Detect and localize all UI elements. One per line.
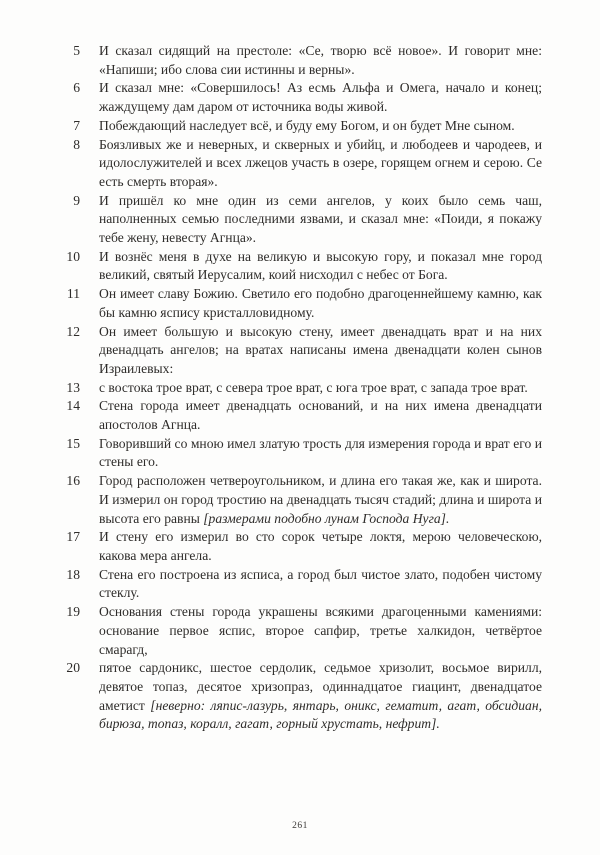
verse-segment: Город расположен четвероугольником, и длина его такая же, как и широта. И измерил он город тростию на двенадцать тысяч стадий; длина и широта и высота его равны: [99, 473, 542, 526]
verse-text: [99, 117, 542, 136]
page-number: 261: [292, 821, 308, 831]
verse-row: [60, 566, 542, 603]
verse-number: 15: [66, 435, 80, 451]
verse-segment: Стена города имеет двенадцать оснований, и на них имена двенадцати апостолов Агнца.: [99, 398, 542, 433]
verse-segment: И пришёл ко мне один из семи ангелов, у коих было семь чаш, наполненных семью последними язвами, и сказал мне: «Поиди, я покажу тебе жену, невесту Агнца».: [99, 192, 542, 246]
verse-text: [99, 659, 542, 734]
verse-row: [60, 435, 542, 472]
verse-row: [60, 379, 542, 398]
verse-segment: И сказал сидящий на престоле: «Се, творю всё новое». И говорит мне: «Напиши; ибо слова сии истинны и верны».: [99, 43, 542, 77]
verse-segment: И вознёс меня в духе на великую и высокую гору, и показал мне город великий, святый Иерусалим, коий нисходил с небес от Бога.: [99, 248, 542, 283]
verse-row: [60, 248, 542, 285]
verse-segment: Побеждающий наследует всё, и буду ему Богом, и он будет Мне сыном.: [99, 117, 515, 133]
verse-segment: пятое сардоникс, шестое сердолик, седьмое хризолит, восьмое вирилл, девятое топаз, десятое хризопраз, одиннадцатое гиацинт, двенадцатое аметист: [99, 660, 542, 713]
verse-text: [99, 42, 542, 79]
verse-number: 19: [66, 604, 80, 620]
verse-row: [60, 603, 542, 659]
verse-number: 7: [73, 117, 80, 133]
verse-segment: Стена его построена из ясписа, а город был чистое злато, подобен чистому стеклу.: [99, 566, 542, 601]
verse-text: [99, 248, 542, 285]
verse-segment: Основания стены города украшены всякими драгоценными камениями: основание первое яспис, второе сапфир, третье халкидон, четвёртое смарагд,: [99, 604, 542, 657]
verse-segment: Говоривший со мною имел златую трость для измерения города и врат его и стены его.: [99, 435, 542, 470]
verse-list: [60, 42, 542, 734]
verse-number: 9: [73, 192, 80, 208]
verse-segment: с востока трое врат, с севера трое врат, с юга трое врат, с запада трое врат.: [99, 379, 528, 395]
verse-number: 17: [66, 529, 80, 545]
verse-text: [99, 79, 542, 116]
verse-row: [60, 659, 542, 734]
verse-row: [60, 117, 542, 136]
verse-text: [99, 323, 542, 379]
verse-text: [99, 379, 542, 398]
verse-row: [60, 192, 542, 248]
verse-text: [99, 603, 542, 659]
verse-row: [60, 528, 542, 565]
verse-number: 16: [66, 473, 80, 489]
verse-text: [99, 192, 542, 248]
verse-number: 18: [66, 566, 80, 582]
verse-segment: Он имеет большую и высокую стену, имеет двенадцать врат и на них двенадцать ангелов; на вратах написаны имена двенадцати колен сынов Израилевых:: [99, 323, 542, 376]
verse-segment: И сказал мне: «Совершилось! Аз есмь Альфа и Омега, начало и конец; жаждущему дам даром от источника воды живой.: [99, 80, 542, 115]
verse-row: [60, 397, 542, 434]
verse-text: [99, 566, 542, 603]
verse-row: [60, 79, 542, 116]
verse-number: 10: [66, 248, 80, 264]
verse-number: 13: [66, 379, 80, 395]
verse-text: [99, 435, 542, 472]
verse-note-italic: [размерами подобно лунам Господа Нуга].: [203, 510, 450, 526]
verse-segment: Боязливых же и неверных, и скверных и убийц, и любодеев и чародеев, и идолослужителей и всех лжецов участь в озере, горящем огнем и серою. Се есть смерть вторая».: [99, 136, 542, 189]
verse-row: [60, 472, 542, 528]
verse-note-italic: [неверно: ляпис-лазурь, янтарь, оникс, гематит, агат, обсидиан, бирюза, топаз, коралл, гагат, горный хрустать, нефрит].: [99, 697, 542, 732]
verse-row: [60, 323, 542, 379]
verse-text: [99, 397, 542, 434]
verse-number: 14: [66, 398, 80, 414]
verse-number: 20: [66, 660, 80, 676]
verse-text: [99, 136, 542, 192]
verse-number: 12: [66, 323, 80, 339]
verse-number: 6: [73, 80, 80, 96]
verse-segment: Он имеет славу Божию. Светило его подобно драгоценнейшему камню, как бы камню яспису кристалловидному.: [99, 286, 542, 320]
verse-number: 11: [66, 286, 80, 302]
verse-row: [60, 42, 542, 79]
verse-text: [99, 528, 542, 565]
verse-row: [60, 136, 542, 192]
verse-row: [60, 285, 542, 322]
verse-text: [99, 472, 542, 528]
verse-number: 8: [73, 136, 80, 152]
verse-segment: И стену его измерил во сто сорок четыре локтя, мерою человеческою, какова мера ангела.: [99, 529, 542, 563]
verse-text: [99, 285, 542, 322]
verse-number: 5: [73, 43, 80, 58]
